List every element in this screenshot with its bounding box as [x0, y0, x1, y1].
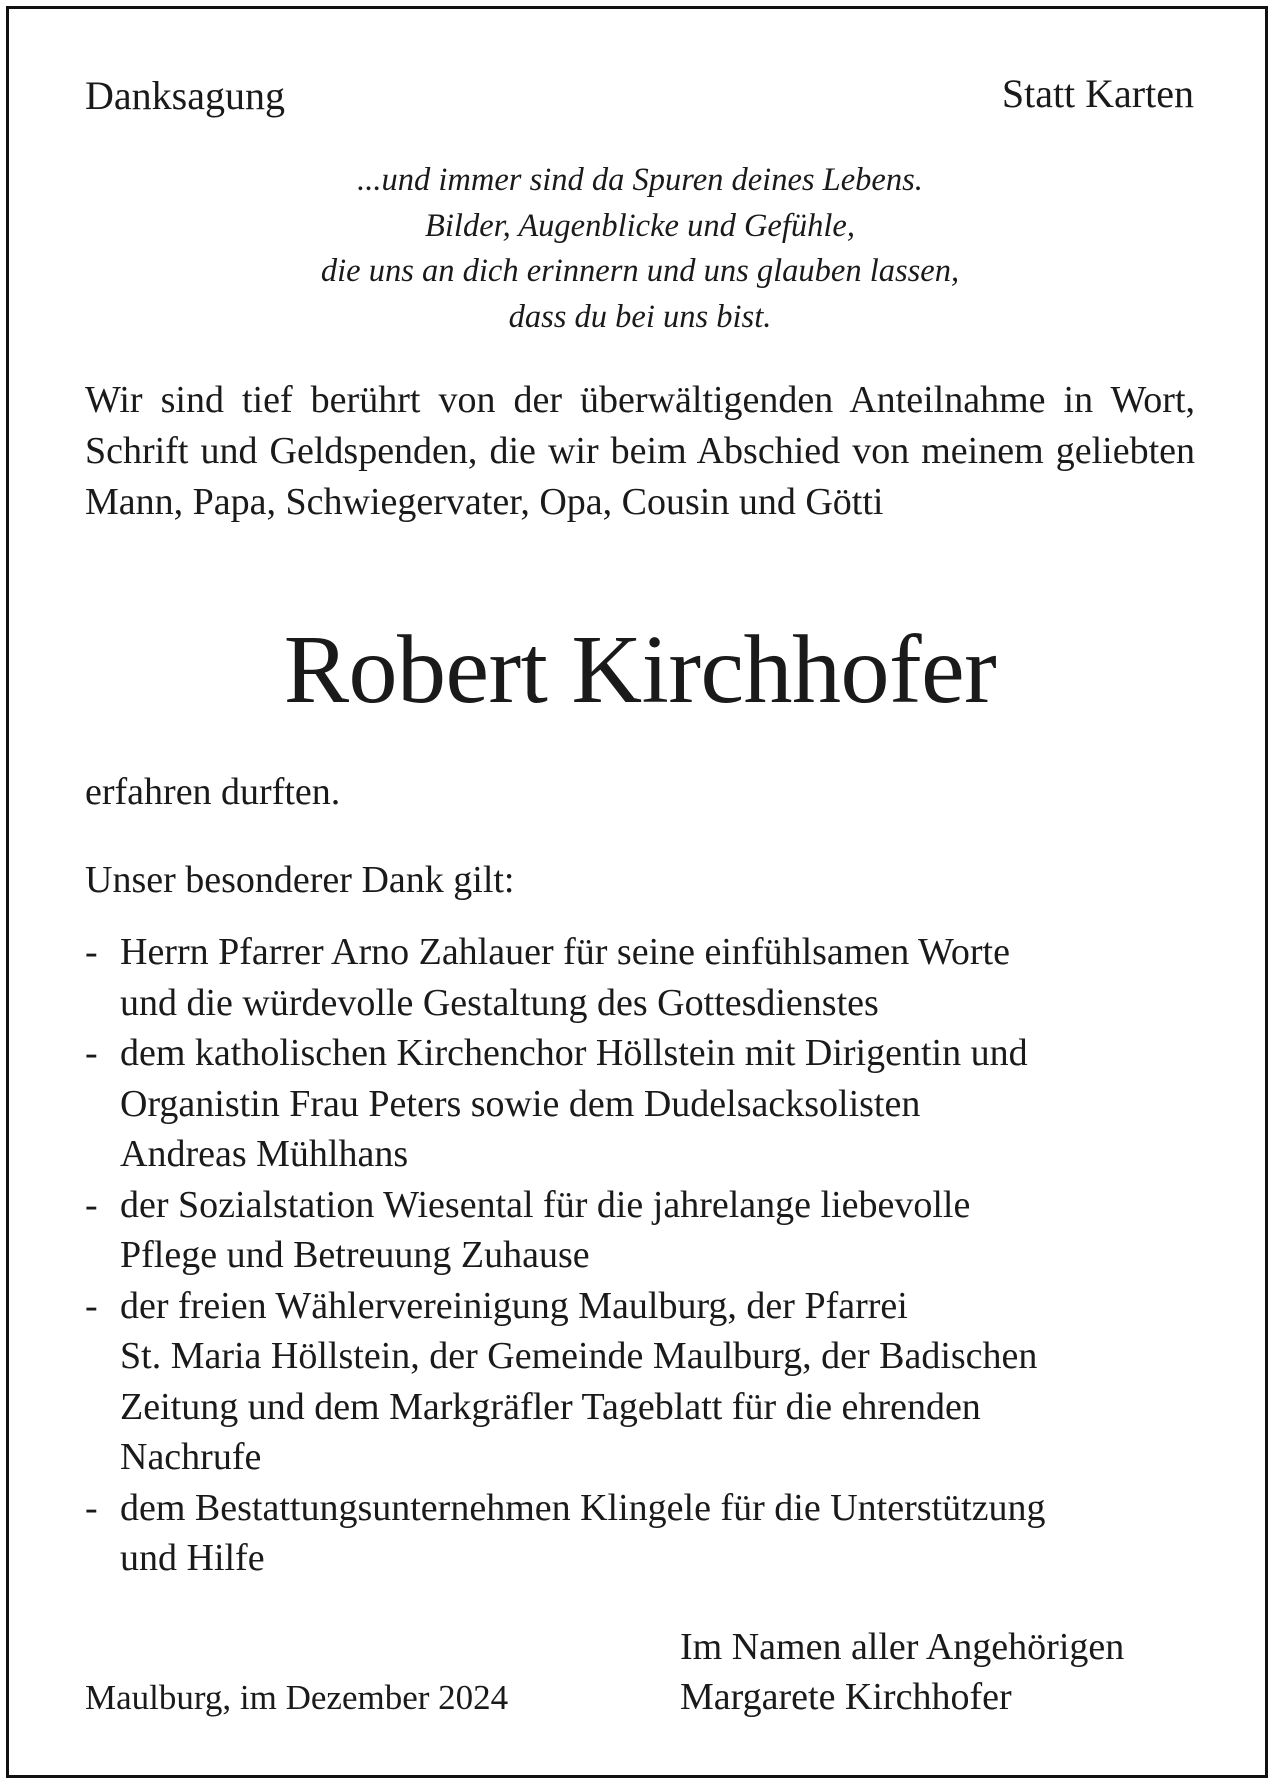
signature-line: Im Namen aller Angehörigen [680, 1626, 1125, 1668]
list-item-line: der Sozialstation Wiesental für die jahrelange liebevolle [120, 1183, 971, 1226]
list-item [85, 1028, 1205, 1180]
list-item [85, 1180, 1205, 1281]
signature-name: Margarete Kirchhofer [680, 1676, 1012, 1718]
signature-block [680, 1622, 1124, 1722]
thanks-list [85, 927, 1205, 1584]
heading-danksagung: Danksagung [85, 73, 285, 118]
place-date: Maulburg, im Dezember 2024 [85, 1678, 509, 1717]
list-item-line: St. Maria Höllstein, der Gemeinde Maulburg, der Badischen [120, 1335, 1038, 1377]
list-dash: - [85, 1032, 98, 1074]
thanks-intro: Unser besonderer Dank gilt: [85, 859, 515, 901]
list-item-line: Andreas Mühlhans [120, 1133, 409, 1175]
list-item [85, 1281, 1205, 1483]
list-item-line: und Hilfe [120, 1537, 265, 1579]
list-item-line: Organistin Frau Peters sowie dem Dudelsacksolisten [120, 1082, 921, 1125]
list-item-line: Herrn Pfarrer Arno Zahlauer für seine einfühlsamen Worte [120, 931, 1010, 973]
list-item-line: Pflege und Betreuung Zuhause [120, 1234, 590, 1276]
poem-line: ...und immer sind da Spuren deines Lebens. [357, 162, 923, 198]
list-item-line: dem Bestattungsunternehmen Klingele für die Unterstützung [120, 1486, 1046, 1529]
poem [85, 158, 1195, 340]
list-item-line: dem katholischen Kirchenchor Höllstein mit Dirigentin und [120, 1032, 1028, 1074]
list-item [85, 927, 1205, 1028]
intro-paragraph: Wir sind tief berührt von der überwältigenden Anteilnahme in Wort, Schrift und Geldspenden, die wir beim Abschied von meinem geliebten Mann, Papa, Schwiegervater, Opa, Cousin und Götti [85, 379, 1195, 523]
list-dash: - [85, 1284, 98, 1327]
list-item-line: und die würdevolle Gestaltung des Gottesdienstes [120, 981, 879, 1024]
poem-line: die uns an dich erinnern und uns glauben lassen, [320, 253, 960, 289]
list-dash: - [85, 1486, 98, 1529]
list-item-line: Nachrufe [120, 1436, 262, 1478]
deceased-name: Robert Kirchhofer [283, 616, 997, 724]
list-item [85, 1483, 1205, 1584]
list-dash: - [85, 931, 98, 973]
poem-line: Bilder, Augenblicke und Gefühle, [425, 207, 855, 244]
list-item-line: der freien Wählervereinigung Maulburg, der Pfarrei [120, 1284, 908, 1327]
heading-statt-karten: Statt Karten [1001, 71, 1194, 116]
poem-line: dass du bei uns bist. [508, 298, 772, 335]
after-name-text: erfahren durften. [85, 771, 341, 813]
list-dash: - [85, 1183, 98, 1226]
list-item-line: Zeitung und dem Markgräfler Tageblatt für die ehrenden [120, 1385, 981, 1428]
